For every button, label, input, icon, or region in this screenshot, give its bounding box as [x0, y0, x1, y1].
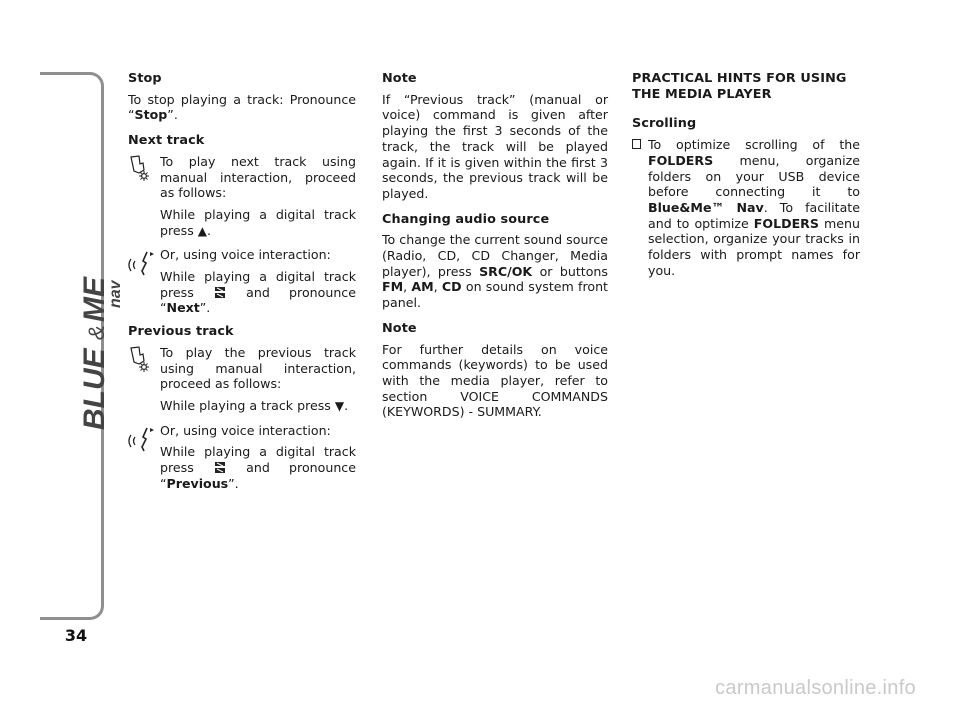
up-arrow-icon: ▲ [197, 223, 208, 238]
stop-heading: Stop [128, 71, 162, 86]
logo-amp: & [84, 325, 109, 340]
hand-pointer-icon [128, 345, 154, 373]
page-number: 34 [64, 626, 88, 645]
next-manual-row [128, 154, 356, 201]
practical-hints-heading: PRACTICAL HINTS FOR USING THE MEDIA PLAYER [632, 71, 847, 102]
blue-me-nav-logo [34, 240, 124, 440]
prev-voice-text: Or, using voice interaction: [160, 422, 331, 438]
note-heading: Note [382, 320, 417, 336]
logo-nav: nav [107, 280, 124, 308]
column-2 [382, 71, 608, 430]
prev-manual-text: To play the previous track using manual interaction, proceed as follows: [160, 344, 356, 392]
logo-blue: BLUE [78, 348, 111, 430]
scrolling-heading: Scrolling [632, 116, 697, 132]
column-3 [632, 71, 860, 278]
prev-manual-row [128, 345, 356, 392]
voice-speaking-icon [128, 247, 156, 279]
next-voice-text: Or, using voice interaction: [160, 247, 331, 263]
checkbox-bullet-icon [632, 139, 641, 149]
stop-text: To stop playing a track: Pronounce “Stop”. [128, 91, 356, 123]
note-voice-commands-text: For further details on voice commands (keywords) to be used with the media player, refer to section VOICE COMMANDS (KEYWORDS) - SUMMARY. [382, 341, 608, 420]
down-arrow-icon: ▼ [334, 398, 345, 413]
note-text: If “Previous track” (manual or voice) command is given after playing the first 3 seconds of the track, the track will be played again. If it is given within the first 3 seconds, the previous track will be played. [382, 91, 608, 201]
changing-audio-source-text: To change the current sound source (Radio, CD, CD Changer, Media player), press SRC/OK or buttons FM, AM, CD on sound system front panel. [382, 232, 608, 311]
scrolling-bullet: To optimize scrolling of the FOLDERS menu, organize folders on your USB device before connecting it to Blue&Me™ Nav. To facilitate and to optimize FOLDERS menu selection, organize your tracks in folders with prompt names for you. [632, 137, 860, 278]
next-manual-text: To play next track using manual interaction, proceed as follows: [160, 153, 356, 201]
prev-voice-row [128, 423, 356, 439]
push-to-talk-icon [213, 461, 227, 474]
changing-audio-source-heading: Changing audio source [382, 211, 550, 227]
next-press-text: While playing a digital track press ▲. [160, 206, 356, 238]
previous-track-heading: Previous track [128, 324, 234, 340]
note-heading: Note [382, 71, 417, 86]
next-track-heading: Next track [128, 133, 205, 149]
push-to-talk-icon [213, 286, 227, 299]
prev-voice-detail: While playing a digital track press and pronounce “Previous”. [160, 444, 356, 491]
hand-pointer-icon [128, 154, 154, 182]
logo-me: ME [78, 277, 111, 322]
column-1 [128, 71, 356, 499]
voice-speaking-icon [128, 423, 156, 455]
next-voice-detail: While playing a digital track press and pronounce “Next”. [160, 269, 356, 316]
prev-press-text: While playing a track press ▼. [160, 397, 349, 413]
next-voice-row [128, 247, 356, 263]
watermark: carmanualsonline.info [715, 677, 916, 699]
